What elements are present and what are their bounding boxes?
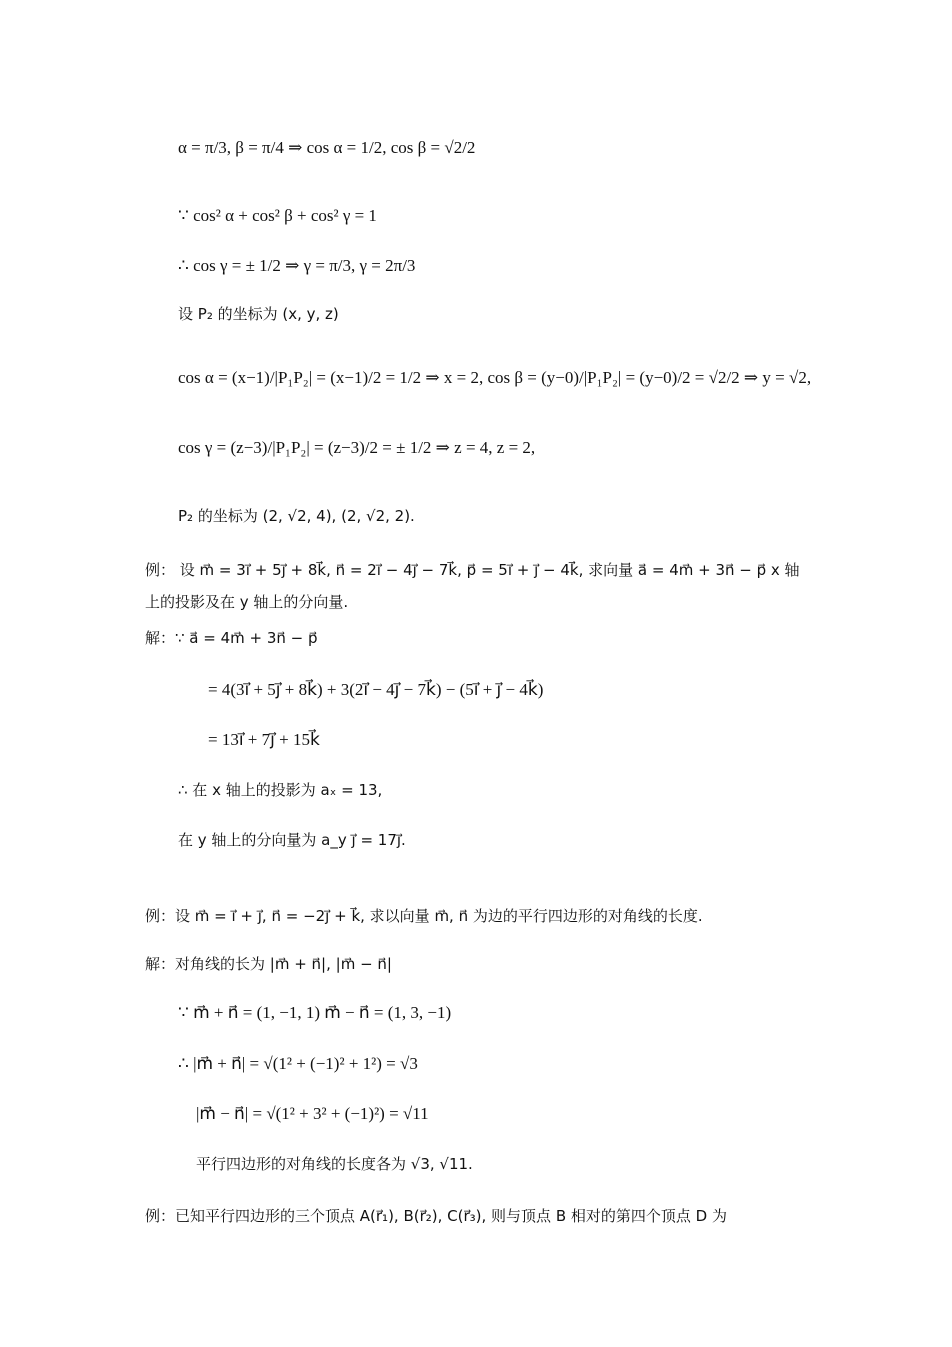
solution-1-expand: = 4(3i⃗ + 5j⃗ + 8k⃗) + 3(2i⃗ − 4j⃗ − 7k⃗) − (5i⃗ + j⃗ − 4k⃗) xyxy=(208,680,544,699)
example-3-statement: 例：已知平行四边形的三个顶点 A(r⃗₁), B(r⃗₂), C(r⃗₃), 则与顶点 B 相对的第四个顶点 D 为 xyxy=(145,1207,727,1225)
solution-2-norm-diff: |m⃗ − n⃗| = √(1² + 3² + (−1)²) = √11 xyxy=(196,1104,429,1123)
example-2-statement: 例：设 m⃗ = i⃗ + j⃗, n⃗ = −2j⃗ + k⃗, 求以向量 m⃗, n⃗ 为边的平行四边形的对角线的长度. xyxy=(145,907,703,925)
eq-cos-gamma: ∴ cos γ = ± 1/2 ⇒ γ = π/3, γ = 2π/3 xyxy=(178,256,416,275)
eq-alpha-beta: α = π/3, β = π/4 ⇒ cos α = 1/2, cos β = √2/2 xyxy=(178,138,476,157)
solution-1-projection: ∴ 在 x 轴上的投影为 aₓ = 13, xyxy=(178,781,383,799)
example-1-statement-cont: 上的投影及在 y 轴上的分向量. xyxy=(145,593,349,611)
solution-2-conclusion: 平行四边形的对角线的长度各为 √3, √11. xyxy=(196,1155,473,1173)
solution-1-component: 在 y 轴上的分向量为 a_y j⃗ = 17j⃗. xyxy=(178,831,406,849)
eq-cos-gamma-solve: cos γ = (z−3)/|P₁P₂| = (z−3)/2 = ± 1/2 ⇒ z = 4, z = 2, xyxy=(178,438,536,457)
solution-1-start: 解：∵ a⃗ = 4m⃗ + 3n⃗ − p⃗ xyxy=(145,629,318,647)
solution-2-start: 解：对角线的长为 |m⃗ + n⃗|, |m⃗ − n⃗| xyxy=(145,955,392,973)
eq-cos-alpha-beta-solve: cos α = (x−1)/|P₁P₂| = (x−1)/2 = 1/2 ⇒ x = 2, cos β = (y−0)/|P₁P₂| = (y−0)/2 = √2/2 ⇒ y = √2, xyxy=(178,368,812,387)
solution-2-sum-diff: ∵ m⃗ + n⃗ = (1, −1, 1) m⃗ − n⃗ = (1, 3, −1) xyxy=(178,1003,452,1022)
text-p2-result: P₂ 的坐标为 (2, √2, 4), (2, √2, 2). xyxy=(178,507,415,525)
eq-cos-sum: ∵ cos² α + cos² β + cos² γ = 1 xyxy=(178,206,377,225)
solution-2-norm-sum: ∴ |m⃗ + n⃗| = √(1² + (−1)² + 1²) = √3 xyxy=(178,1054,418,1073)
solution-1-result: = 13i⃗ + 7j⃗ + 15k⃗ xyxy=(208,730,320,749)
text-p2-coords: 设 P₂ 的坐标为 (x, y, z) xyxy=(178,305,339,323)
example-1-statement: 例： 设 m⃗ = 3i⃗ + 5j⃗ + 8k⃗, n⃗ = 2i⃗ − 4j⃗ − 7k⃗, p⃗ = 5i⃗ + j⃗ − 4k⃗, 求向量 a⃗ = 4m⃗ + 3n⃗ − p⃗ x 轴 xyxy=(145,561,800,579)
